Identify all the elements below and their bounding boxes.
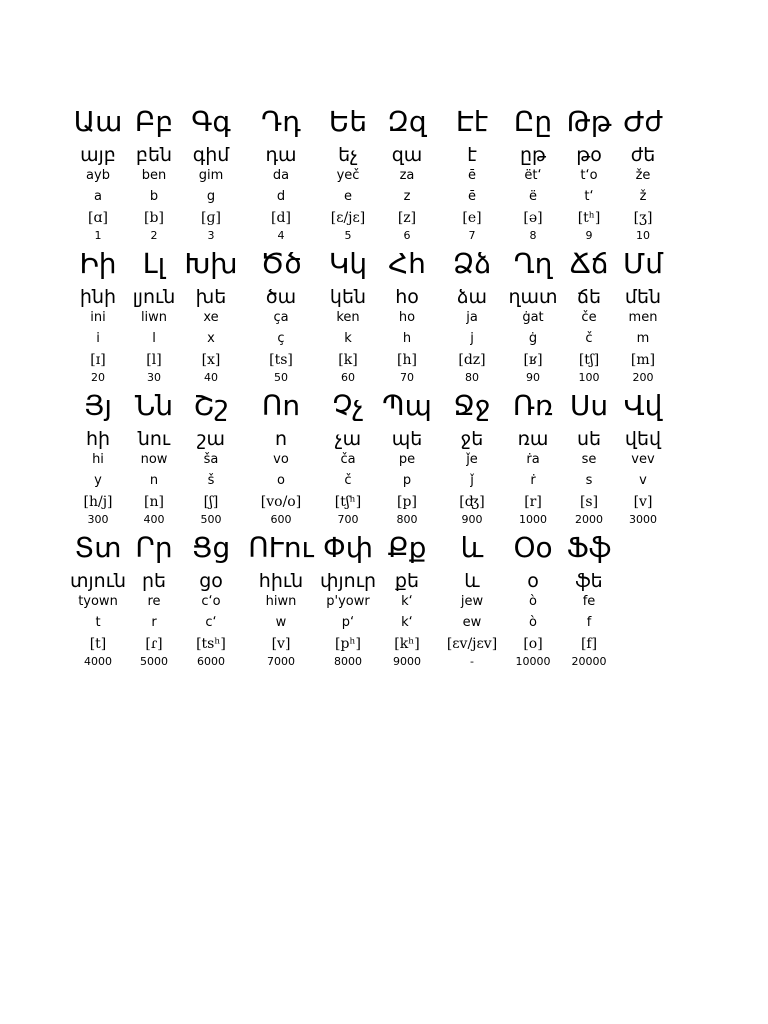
letter-cell — [607, 384, 679, 527]
transliteration: b — [149, 189, 159, 204]
transliteration: y — [94, 473, 102, 488]
letter-name: չա — [334, 428, 362, 450]
classical-transliteration: če — [581, 310, 597, 325]
letter-name: ռա — [517, 428, 549, 450]
letter-glyph: Ռռ — [512, 389, 554, 422]
letter-glyph: Դդ — [261, 105, 301, 138]
numeric-value: 60 — [341, 371, 355, 384]
ipa-pronunciation: [ʒ] — [633, 210, 653, 226]
transliteration: h — [402, 331, 412, 346]
transliteration: r — [151, 615, 157, 630]
transliteration: c‘ — [205, 615, 217, 630]
classical-transliteration: ja — [466, 310, 478, 325]
letter-name: ինի — [79, 286, 117, 308]
numeric-value: 20 — [91, 371, 105, 384]
ipa-pronunciation: [ɾ] — [145, 636, 163, 652]
classical-transliteration: men — [628, 310, 658, 325]
classical-transliteration: ṙa — [526, 452, 540, 467]
numeric-value: 4 — [277, 229, 285, 242]
letter-name: սե — [576, 428, 602, 450]
numeric-value: 3 — [207, 229, 215, 242]
transliteration: n — [149, 473, 159, 488]
letter-name: բեն — [135, 144, 173, 166]
ipa-pronunciation: [p] — [397, 494, 417, 510]
classical-transliteration: ġat — [522, 310, 544, 325]
classical-transliteration: ben — [141, 168, 167, 183]
letter-name: քե — [394, 570, 420, 592]
letter-name: թօ — [576, 144, 602, 166]
letter-glyph: Զզ — [387, 105, 427, 138]
ipa-pronunciation: [ʃ] — [203, 494, 219, 510]
letter-glyph: Ջջ — [453, 389, 491, 422]
letter-glyph: Ծծ — [260, 247, 302, 280]
letter-cell — [175, 526, 247, 669]
letter-name: ֆե — [575, 570, 603, 592]
classical-transliteration: vo — [273, 452, 289, 467]
letter-glyph: Մմ — [623, 247, 663, 280]
alphabet-row — [60, 384, 680, 526]
transliteration: ē — [468, 189, 476, 204]
transliteration: m — [636, 331, 650, 346]
letter-cell — [175, 384, 247, 527]
ipa-pronunciation: [ɑ] — [88, 210, 108, 226]
numeric-value: 70 — [400, 371, 414, 384]
classical-transliteration: liwn — [140, 310, 168, 325]
ipa-pronunciation: [ʁ] — [523, 352, 543, 368]
ipa-pronunciation: [v] — [633, 494, 653, 510]
transliteration: s — [585, 473, 593, 488]
transliteration: t — [95, 615, 101, 630]
classical-transliteration: pe — [398, 452, 416, 467]
classical-transliteration: xe — [203, 310, 219, 325]
numeric-value: 8000 — [334, 655, 362, 668]
transliteration: k — [344, 331, 352, 346]
numeric-value: 2000 — [575, 513, 603, 526]
letter-name: ո — [274, 428, 288, 450]
letter-name: գիմ — [192, 144, 230, 166]
numeric-value: 600 — [270, 513, 292, 526]
transliteration: e — [344, 189, 352, 204]
classical-transliteration: že — [635, 168, 651, 183]
ipa-pronunciation: [r] — [524, 494, 542, 510]
classical-transliteration: ē — [468, 168, 476, 183]
ipa-pronunciation: [v] — [271, 636, 291, 652]
transliteration: g — [206, 189, 216, 204]
letter-glyph: Նն — [134, 389, 174, 422]
letter-name: ջե — [460, 428, 484, 450]
numeric-value: 40 — [204, 371, 218, 384]
numeric-value: 4000 — [84, 655, 112, 668]
letter-cell — [371, 384, 443, 527]
letter-glyph: Բբ — [134, 105, 174, 138]
letter-name: ցօ — [199, 570, 223, 592]
classical-transliteration: c‘o — [201, 594, 221, 609]
numeric-value: 800 — [396, 513, 418, 526]
classical-transliteration: se — [581, 452, 597, 467]
letter-name: ճե — [577, 286, 601, 308]
letter-cell — [245, 242, 317, 385]
ipa-pronunciation: [dz] — [458, 352, 486, 368]
ipa-pronunciation: [ʤ] — [459, 494, 485, 510]
ipa-pronunciation: [d] — [271, 210, 291, 226]
numeric-value: 1 — [94, 229, 102, 242]
letter-glyph: Չչ — [332, 389, 364, 422]
letter-glyph: Ճճ — [569, 247, 609, 280]
ipa-pronunciation: [z] — [397, 210, 417, 226]
classical-transliteration: ǰe — [466, 452, 478, 467]
letter-cell — [607, 100, 679, 243]
numeric-value: 1000 — [519, 513, 547, 526]
transliteration: j — [470, 331, 474, 346]
letter-glyph: Ըը — [513, 105, 553, 138]
ipa-pronunciation: [b] — [144, 210, 164, 226]
numeric-value: 80 — [465, 371, 479, 384]
letter-glyph: Թթ — [566, 105, 612, 138]
classical-transliteration: vev — [631, 452, 655, 467]
classical-transliteration: p'yowr — [326, 594, 370, 609]
numeric-value: 2 — [150, 229, 158, 242]
ipa-pronunciation: [k] — [338, 352, 358, 368]
transliteration: č — [344, 473, 352, 488]
letter-name: կեն — [329, 286, 367, 308]
classical-transliteration: ša — [203, 452, 219, 467]
letter-name: ղատ — [508, 286, 558, 308]
letter-glyph: Իի — [79, 247, 117, 280]
ipa-pronunciation: [s] — [579, 494, 599, 510]
transliteration: f — [586, 615, 592, 630]
letter-glyph: Ոո — [261, 389, 301, 422]
transliteration: ew — [462, 615, 482, 630]
transliteration: z — [403, 189, 411, 204]
letter-name: ձա — [456, 286, 488, 308]
classical-transliteration: za — [399, 168, 415, 183]
transliteration: ǰ — [470, 473, 474, 488]
transliteration: l — [152, 331, 156, 346]
letter-glyph: Ֆֆ — [566, 531, 612, 564]
numeric-value: 400 — [143, 513, 165, 526]
transliteration: x — [207, 331, 215, 346]
alphabet-row — [60, 100, 680, 242]
classical-transliteration: t‘o — [580, 168, 598, 183]
ipa-pronunciation: [tʃ] — [578, 352, 600, 368]
letter-cell — [607, 242, 679, 385]
numeric-value: 30 — [147, 371, 161, 384]
numeric-value: 6 — [403, 229, 411, 242]
classical-transliteration: ken — [336, 310, 360, 325]
letter-cell — [175, 242, 247, 385]
letter-cell — [175, 100, 247, 243]
transliteration: o — [277, 473, 285, 488]
transliteration: v — [639, 473, 647, 488]
classical-transliteration: fe — [582, 594, 596, 609]
ipa-pronunciation: [l] — [146, 352, 162, 368]
letter-name: օ — [527, 570, 539, 592]
letter-name: մեն — [624, 286, 662, 308]
classical-transliteration: hiwn — [265, 594, 297, 609]
transliteration: ò — [529, 615, 537, 630]
alphabet-row — [60, 242, 680, 384]
classical-transliteration: hi — [92, 452, 104, 467]
transliteration: d — [276, 189, 286, 204]
classical-transliteration: gim — [198, 168, 224, 183]
letter-name: եչ — [338, 144, 358, 166]
transliteration: ž — [639, 189, 647, 204]
letter-glyph: Շշ — [193, 389, 229, 422]
letter-name: վեվ — [624, 428, 662, 450]
numeric-value: 50 — [274, 371, 288, 384]
letter-glyph: Սս — [569, 389, 609, 422]
letter-name: ծա — [265, 286, 297, 308]
ipa-pronunciation: [ɪ] — [90, 352, 106, 368]
numeric-value: 90 — [526, 371, 540, 384]
letter-name: է — [467, 144, 477, 166]
numeric-value: 200 — [632, 371, 654, 384]
ipa-pronunciation: [x] — [201, 352, 221, 368]
letter-glyph: Տտ — [74, 531, 122, 564]
transliteration: k‘ — [401, 615, 413, 630]
ipa-pronunciation: [tʃʰ] — [334, 494, 362, 510]
classical-transliteration: jew — [460, 594, 484, 609]
letter-name: լյուն — [132, 286, 176, 308]
ipa-pronunciation: [h/j] — [83, 494, 113, 510]
letter-cell — [371, 242, 443, 385]
ipa-pronunciation: [ts] — [269, 352, 293, 368]
numeric-value: 5000 — [140, 655, 168, 668]
numeric-value: 5 — [344, 229, 352, 242]
letter-glyph: Ձձ — [452, 247, 492, 280]
transliteration: t‘ — [584, 189, 594, 204]
letter-glyph: Ժժ — [623, 105, 663, 138]
ipa-pronunciation: [vo/o] — [260, 494, 302, 510]
numeric-value: 9 — [585, 229, 593, 242]
armenian-alphabet-table — [60, 100, 680, 668]
numeric-value: 10000 — [515, 655, 551, 668]
letter-glyph: Ցց — [191, 531, 231, 564]
letter-glyph: Աա — [73, 105, 123, 138]
letter-glyph: Կկ — [328, 247, 368, 280]
letter-glyph: Օօ — [513, 531, 553, 564]
letter-name: փյուր — [320, 570, 376, 592]
letter-name: դա — [265, 144, 297, 166]
letter-cell — [553, 526, 625, 669]
numeric-value: 100 — [578, 371, 600, 384]
ipa-pronunciation: [ə] — [523, 210, 543, 226]
letter-glyph: Գգ — [191, 105, 231, 138]
letter-cell — [245, 526, 317, 669]
transliteration: p‘ — [341, 615, 355, 630]
letter-glyph: Րր — [135, 531, 173, 564]
classical-transliteration: tyown — [78, 594, 118, 609]
letter-cell — [245, 100, 317, 243]
letter-name: պե — [391, 428, 423, 450]
classical-transliteration: ini — [90, 310, 106, 325]
letter-glyph: ՈՒու — [248, 531, 314, 564]
transliteration: w — [275, 615, 287, 630]
classical-transliteration: ča — [340, 452, 356, 467]
letter-name: հիւն — [258, 570, 304, 592]
numeric-value: 8 — [529, 229, 537, 242]
transliteration: ṙ — [530, 473, 536, 488]
letter-glyph: Եե — [328, 105, 368, 138]
transliteration: ġ — [528, 331, 538, 346]
numeric-value: 700 — [337, 513, 359, 526]
transliteration: ë — [529, 189, 537, 204]
letter-name: տյուն — [70, 570, 126, 592]
letter-name: շա — [197, 428, 225, 450]
letter-glyph: Լլ — [142, 247, 166, 280]
numeric-value: 20000 — [571, 655, 607, 668]
numeric-value: 7 — [468, 229, 476, 242]
letter-name: րե — [141, 570, 167, 592]
ipa-pronunciation: [kʰ] — [394, 636, 420, 652]
letter-glyph: Էէ — [455, 105, 489, 138]
ipa-pronunciation: [ɡ] — [201, 210, 221, 226]
transliteration: č — [585, 331, 593, 346]
ipa-pronunciation: [o] — [523, 636, 543, 652]
classical-transliteration: ò — [529, 594, 537, 609]
letter-name: հօ — [395, 286, 419, 308]
ipa-pronunciation: [ɛv/jɛv] — [446, 636, 498, 652]
classical-transliteration: ët‘ — [524, 168, 542, 183]
letter-name: ըթ — [519, 144, 547, 166]
letter-cell — [371, 526, 443, 669]
letter-glyph: Վվ — [623, 389, 663, 422]
letter-glyph: Փփ — [323, 531, 373, 564]
transliteration: i — [96, 331, 100, 346]
numeric-value: 10 — [636, 229, 650, 242]
ipa-pronunciation: [pʰ] — [335, 636, 361, 652]
letter-cell — [371, 100, 443, 243]
letter-glyph: Ղղ — [513, 247, 553, 280]
ipa-pronunciation: [m] — [630, 352, 656, 368]
letter-glyph: Հհ — [388, 247, 426, 280]
letter-glyph: Խխ — [184, 247, 238, 280]
classical-transliteration: ayb — [86, 168, 110, 183]
ipa-pronunciation: [n] — [144, 494, 164, 510]
numeric-value: 6000 — [197, 655, 225, 668]
ipa-pronunciation: [h] — [397, 352, 417, 368]
letter-glyph: Յյ — [84, 389, 112, 422]
ipa-pronunciation: [tʰ] — [577, 210, 601, 226]
transliteration: š — [207, 473, 215, 488]
numeric-value: 9000 — [393, 655, 421, 668]
classical-transliteration: yeč — [336, 168, 360, 183]
numeric-value: 7000 — [267, 655, 295, 668]
letter-name: այբ — [80, 144, 116, 166]
classical-transliteration: ho — [398, 310, 416, 325]
letter-name: հի — [85, 428, 111, 450]
ipa-pronunciation: [ɛ/jɛ] — [330, 210, 366, 226]
classical-transliteration: ça — [273, 310, 289, 325]
letter-name: խե — [195, 286, 227, 308]
letter-glyph: և — [460, 531, 484, 564]
classical-transliteration: da — [272, 168, 290, 183]
numeric-value: - — [470, 655, 474, 668]
letter-glyph: Քք — [387, 531, 427, 564]
ipa-pronunciation: [f] — [580, 636, 598, 652]
classical-transliteration: re — [147, 594, 161, 609]
ipa-pronunciation: [t] — [89, 636, 107, 652]
ipa-pronunciation: [tsʰ] — [196, 636, 226, 652]
numeric-value: 300 — [87, 513, 109, 526]
letter-name: նու — [137, 428, 171, 450]
ipa-pronunciation: [e] — [462, 210, 482, 226]
numeric-value: 3000 — [629, 513, 657, 526]
letter-name: ժե — [630, 144, 656, 166]
numeric-value: 900 — [461, 513, 483, 526]
letter-name: զա — [391, 144, 423, 166]
numeric-value: 500 — [200, 513, 222, 526]
alphabet-row — [60, 526, 680, 668]
transliteration: ç — [277, 331, 285, 346]
classical-transliteration: now — [140, 452, 168, 467]
letter-cell — [245, 384, 317, 527]
transliteration: a — [94, 189, 102, 204]
transliteration: p — [402, 473, 412, 488]
letter-glyph: Պպ — [382, 389, 432, 422]
classical-transliteration: k‘ — [401, 594, 413, 609]
letter-name: և — [464, 570, 480, 592]
